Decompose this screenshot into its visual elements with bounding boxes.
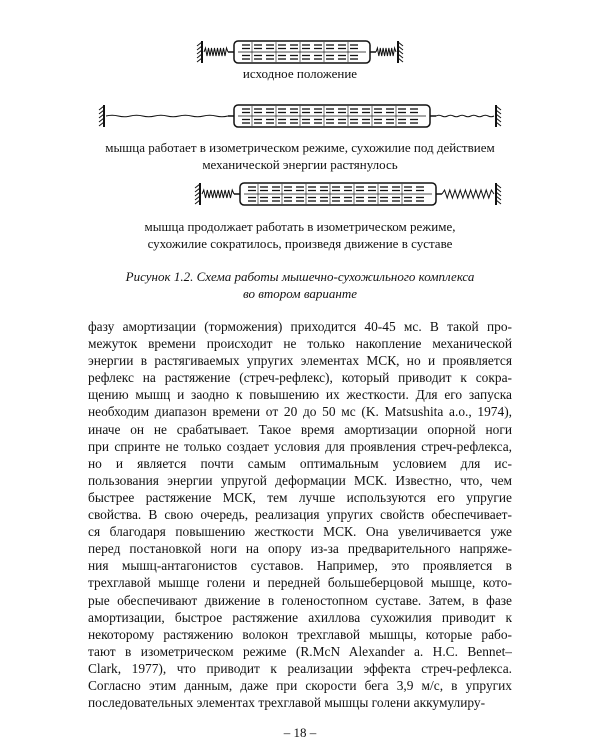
body-line: ния мышц-антагонистов суставов. Например, это проявляется в	[88, 558, 512, 574]
body-line: свойства. В свою очередь, реализация упругих свойств обеспечивает-	[88, 507, 512, 523]
body-line: энергии в растягиваемых упругих элементах МСК, но и проявляется	[88, 353, 512, 369]
label-isometric-stretched-line-2: механической энергии растянулось	[202, 157, 398, 172]
page-number: – 18 –	[283, 725, 317, 740]
spring	[442, 190, 494, 198]
body-line: иначе он не срабатывает. Такое время амортизации опорной ноги	[88, 421, 512, 437]
body-line: рефлекс на растяжение (стреч-рефлекс), который приводит к сокра-	[88, 370, 512, 386]
body-line: ся благодаря повышению жесткости МСК. Она увеличивается уже	[88, 524, 512, 540]
body-line: межуток времени происходит не только накопление механической	[88, 336, 512, 352]
body-line: пользования энергии упругой деформации МСК. Известно, что, чем	[88, 472, 512, 488]
body-line: фазу амортизации (торможения) приходится 40-45 мс. В такой про-	[88, 319, 512, 334]
label-initial-position: исходное положение	[242, 66, 358, 81]
body-line: быстрее растяжение МСК, тем лучше используются его упругие	[88, 489, 512, 505]
label-tendon-contracted-line-1: мышца продолжает работать в изометрическом режиме,	[144, 219, 456, 234]
body-line: при спринте не только создает условия для проявления стреч-рефлекса,	[88, 438, 512, 454]
spring	[204, 48, 228, 56]
body-line: но и является почти самым оптимальным условием для ис-	[88, 455, 512, 471]
stretched-spring	[106, 115, 228, 117]
body-line: рые обеспечивают движение в голеностопном суставе. Затем, в фазе	[88, 592, 512, 608]
body-line: тают в изометрическом режиме (R.McN Alexander a. H.C. Bennet–	[88, 643, 512, 659]
label-isometric-stretched-line-1: мышца работает в изометрическом режиме, сухожилие под действием	[105, 140, 495, 155]
figure-caption-line-1: Рисунок 1.2. Схема работы мышечно-сухожильного комплекса	[125, 269, 475, 284]
body-line: щению мышц и заодно к повышению их жесткости. Для его запуска	[88, 387, 512, 403]
body-line: амортизации, быстрое растяжение ахиллова сухожилия приводит к	[88, 609, 512, 625]
figure-caption-line-2: во втором варианте	[243, 286, 357, 301]
body-line: перед постановкой ноги на опору из-за предварительного напряже-	[88, 541, 512, 557]
figure-1-2	[0, 0, 600, 320]
body-line: некоторому растяжению волокон трехглавой мышцы, которые рабо-	[88, 626, 512, 642]
figure-caption	[60, 268, 540, 302]
label-tendon-contracted-line-2: сухожилие сократилось, произведя движение в суставе	[147, 236, 453, 251]
stretched-spring	[436, 115, 494, 117]
body-text	[88, 318, 512, 711]
body-line: Clark, 1977), что приводит к реализации эффекта стреч-рефлекса.	[88, 660, 512, 676]
body-line: необходим диапазон времени от 20 до 50 мс (K. Matsushita a.o., 1974),	[88, 404, 512, 420]
body-line: последовательных элементах трехглавой мышцы голени аккумулиру-	[88, 695, 486, 711]
spring	[376, 48, 396, 56]
body-line: Согласно этим данным, даже при скорости бега 3,9 м/с, в упругих	[88, 677, 512, 693]
spring	[202, 190, 234, 198]
body-line: трехглавой мышце голени и передней большеберцовой мышце, кото-	[88, 575, 512, 591]
